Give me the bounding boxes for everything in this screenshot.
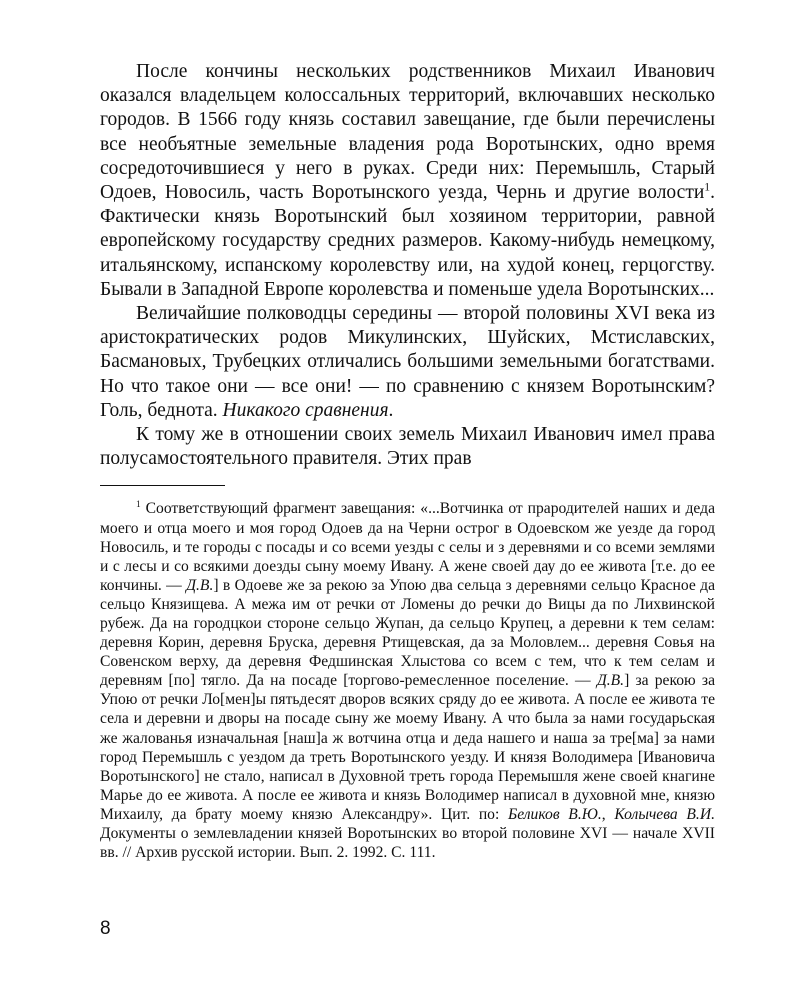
footnote-text-2: ] в Одоеве же за рекою за Упою два сельца з деревнями сельцо Красное да сельцо Князищева. А межа им от речки от Ломены до речки до Вицы да по Лихвинской рубеж. Да на городцкои стороне сельцо Жупан, да сельцо Крупец, а деревни к тем селам: деревня Корин, деревня Бруска, деревня Ртищевская, да за Моловлем... деревня Совья на Совенском верху, да деревня Федшинская Хлыстова со всем с тем, что к тем селам и деревням [по] тягло. Да на посаде [торгово-ремесленное поселение. —: [100, 576, 715, 690]
paragraph-2-text-a: Величайшие полководцы середины — второй половины XVI века из аристократических родов Микулинских, Шуйских, Мстиславских, Басмановых, Трубецких отличались большими земельными богатствами. Но что такое они — все они! — по сравнению с князем Воротынским? Голь, беднота.: [100, 303, 715, 421]
paragraph-1-text-b: . Фактически князь Воротынский был хозяином территории, равной европейскому государству средних размеров. Какому-нибудь немецкому, итальянскому, испанскому королевству или, на худой конец, герцогству. Бывали в Западной Европе королевства и поменьше удела Воротынских...: [100, 182, 715, 300]
footnote-divider: [100, 485, 225, 486]
footnote-author-1: Беликов В.Ю.: [508, 805, 602, 823]
page-number: 8: [100, 918, 111, 939]
footnote-italic-2: Д.В.: [596, 672, 625, 690]
paragraph-1: [100, 60, 715, 302]
footnote: [100, 499, 715, 862]
footnote-text-1: Соответствующий фрагмент завещания: «...Вотчинка от прародителей наших и деда моего и отца моего и моя город Одоев да на Черни острог в Одоевском же уезде да город Новосиль, и те городы с посады и со всеми уезды с селы и з деревнями и со всеми землями и с лесы и со всякими доезды сыну моему Ивану. А жене своей дау до ее живота [т.е. до ее кончины. —: [100, 500, 715, 594]
main-text: [100, 60, 715, 471]
paragraph-2-text-b: .: [388, 399, 394, 421]
paragraph-3: К тому же в отношении своих земель Михаил Иванович имел права полусамостоятельного правителя. Этих прав: [100, 424, 715, 470]
paragraph-1-text-a: После кончины нескольких родственников Михаил Иванович оказался владельцем колоссальных территорий, включавших несколько городов. В 1566 году князь составил завещание, где были перечислены все необъятные земельные владения рода Воротынских, одно время сосредоточившиеся у него в руках. Среди них: Перемышль, Старый Одоев, Новосиль, часть Воротынского уезда, Чернь и другие волости: [100, 61, 715, 204]
footnote-author-2: Колычева В.И.: [614, 805, 715, 823]
footnote-reference: 1: [704, 180, 711, 194]
footnote-italic-1: Д.В.: [186, 576, 214, 594]
footnote-separator: ,: [601, 805, 615, 823]
footnote-text-5: Документы о землевладении князей Воротынских во второй половине XVI — начале XVII вв. // Архив русской истории. Вып. 2. 1992. С. 111.: [100, 825, 715, 862]
page-content: [100, 60, 715, 862]
footnote-text-3: ] за рекою за Упою от речки Ло[мен]ы пятьдесят дворов всяких сряду до ее живота. А после ее живота те села и деревни и дворы на посаде сыну же моему Ивану. А что была за нами государьская же жалованья изначальная [наш]а ж вотчина отца и деда нашего и наша за тре[ма] за нами город Перемышль с уездом да треть Воротынского уезду. И князя Володимера [Ивановича Воротынского] не стало, написал в Духовной треть города Перемышля жене своей кнагине Марье до ее живота. А после ее живота и князь Володимер написал в духовной мне, князю Михаилу, да брату моему князю Александру». Цит. по:: [100, 672, 716, 823]
paragraph-2: [100, 302, 715, 423]
paragraph-2-italic: Никакого сравнения: [222, 399, 389, 421]
footnote-mark: 1: [136, 500, 141, 511]
